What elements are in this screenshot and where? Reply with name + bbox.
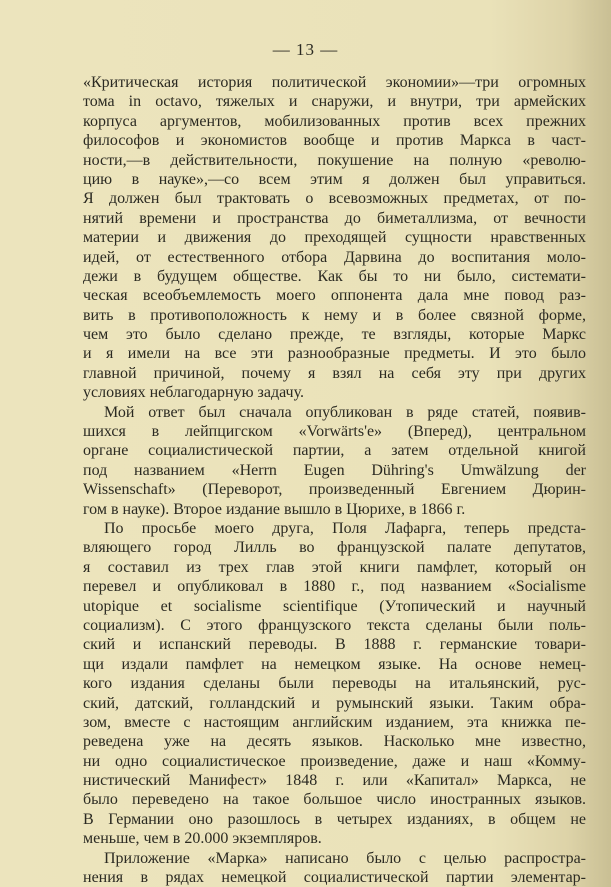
text-line: нятий времени и пространства до биметаллизма, от вечности xyxy=(83,209,586,227)
text-line: меньше, чем в 20.000 экземпляров. xyxy=(83,830,322,848)
text-line: ский, датский, голландский и румынский языки. Таким обра- xyxy=(83,694,586,712)
text-line: я составил из трех глав этой книги памфлет, который он xyxy=(83,558,586,576)
paragraph xyxy=(83,403,586,519)
body-text xyxy=(83,73,586,887)
text-line: под названием «Herrn Eugen Dühring's Umwälzung der xyxy=(83,461,586,479)
text-line: щи издали памфлет на немецком языке. На основе немец- xyxy=(83,655,586,673)
text-line: главной причиной, почему я взял на себя эту при других xyxy=(83,364,586,382)
text-line: вить в противоположность к нему и в более связной форме, xyxy=(83,306,586,324)
text-line: цию в науке»,—со всем этим я должен был управиться. xyxy=(83,170,586,188)
text-line: Приложение «Марка» написано было с целью распростра- xyxy=(104,849,586,867)
text-line: было переведено на такое большое число иностранных языков. xyxy=(83,791,586,809)
text-line: По просьбе моего друга, Поля Лафарга, теперь предста- xyxy=(104,519,586,537)
text-line: utopique et socialisme scientifique (Утопический и научный xyxy=(83,597,586,615)
text-line: корпуса аргументов, мобилизованных против всех прежних xyxy=(83,112,586,130)
text-line: шихся в лейпцигском «Vorwärts'e» (Вперед), центральном xyxy=(83,423,586,441)
text-line: ни одно социалистическое произведение, даже и наш «Комму- xyxy=(83,752,586,770)
text-line: Wissenschaft» (Переворот, произведенный Евгением Дюрин- xyxy=(83,481,586,499)
text-line: идей, от естественного отбора Дарвина до воспитания моло- xyxy=(83,248,586,266)
text-line: тома in octavo, тяжелых и снаружи, и внутри, три армейских xyxy=(83,93,586,111)
text-line: и я имели на все эти разнообразные предметы. И это было xyxy=(83,345,586,363)
text-line: «Критическая история политической экономии»—три огромных xyxy=(83,74,586,91)
text-line: кого издания сделаны были переводы на итальянский, рус- xyxy=(83,675,586,693)
paragraph xyxy=(83,849,586,887)
text-line: ский и испанский переводы. В 1888 г. германские товари- xyxy=(83,636,586,654)
text-line: Мой ответ был сначала опубликован в ряде статей, появив- xyxy=(104,403,586,421)
text-line: материи и движения до преходящей сущности нравственных xyxy=(83,229,586,247)
text-line: реведена уже на десять языков. Насколько мне известно, xyxy=(83,733,586,751)
text-line: зом, вместе с настоящим английским изданием, эта книжка пе- xyxy=(83,713,586,731)
paragraph xyxy=(83,519,586,849)
page-number: — 13 — xyxy=(272,40,339,59)
text-line: чем это было сделано прежде, те взгляды, которые Маркс xyxy=(83,326,586,344)
text-line: ности,—в действительности, покушение на полную «револю- xyxy=(83,151,586,169)
text-line: философов и экономистов вообще и против Маркса в част- xyxy=(83,132,586,150)
text-line: Я должен был трактовать о всевозможных предметах, от по- xyxy=(83,190,586,208)
text-line: ческая всеобъемлемость моего оппонента дала мне повод раз- xyxy=(83,287,586,305)
paragraph xyxy=(83,73,586,403)
text-line: гом в науке). Второе издание вышло в Цюрихе, в 1866 г. xyxy=(83,500,466,518)
text-line: В Германии оно разошлось в четырех изданиях, в общем не xyxy=(83,810,586,828)
text-line: нистический Манифест» 1848 г. или «Капитал» Маркса, не xyxy=(83,772,586,790)
text-line: социализм). С этого французского текста сделаны были поль- xyxy=(83,616,586,634)
text-line: дежи в будущем обществе. Как бы то ни было, системати- xyxy=(83,267,586,285)
text-line: нения в рядах немецкой социалистической партии элементар- xyxy=(83,869,586,887)
text-line: перевел и опубликовал в 1880 г., под названием «Socialisme xyxy=(83,578,586,596)
text-line: условиях неблагодарную задачу. xyxy=(83,384,304,402)
text-line: вляющего город Лилль во французской палате депутатов, xyxy=(83,539,586,557)
text-line: органе социалистической партии, а затем отдельной книгой xyxy=(83,442,586,460)
